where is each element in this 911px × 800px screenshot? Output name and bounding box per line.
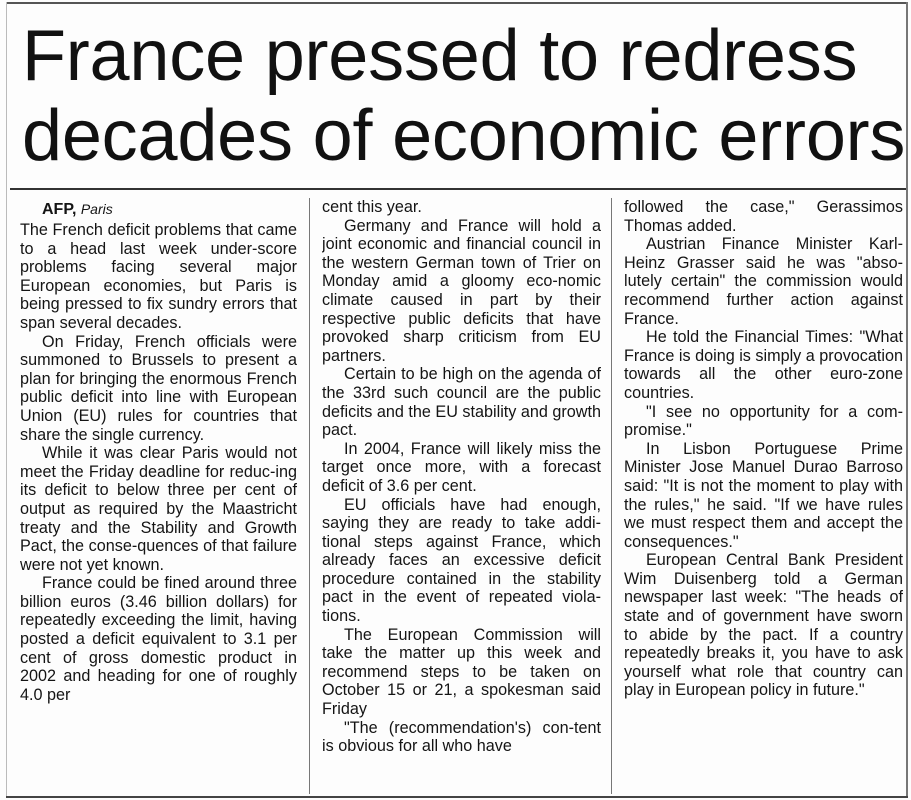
article-column-3 bbox=[624, 198, 903, 796]
paragraph: "I see no opportunity for a com-promise." bbox=[624, 402, 903, 440]
paragraph: The French deficit problems that came to a head last week under-score problems facing several major European economies, but Paris is being pressed to fix sundry errors that span several decades. bbox=[20, 221, 297, 332]
headline bbox=[22, 16, 906, 176]
paragraph: Certain to be high on the agenda of the 33rd such council are the public deficits and the EU stability and growth pact. bbox=[322, 365, 601, 440]
right-border-rule bbox=[906, 2, 908, 797]
headline-line-1: France pressed to redress bbox=[22, 16, 858, 96]
byline-agency: AFP, bbox=[42, 201, 77, 218]
article-column-2 bbox=[322, 198, 601, 796]
paragraph: In 2004, France will likely miss the target once more, with a forecast deficit of 3.6 per cent. bbox=[322, 439, 601, 495]
paragraph: European Central Bank President Wim Duisenberg told a German newspaper last week: "The heads of state and of government have sworn to abide by the pact. If a country repeatedly breaks it, you have to ask yourself what role that country can play in European policy in future." bbox=[624, 551, 903, 700]
column-divider-1 bbox=[309, 198, 310, 794]
byline bbox=[20, 198, 297, 221]
byline-place: Paris bbox=[80, 201, 113, 217]
paragraph: On Friday, French officials were summoned to Brussels to present a plan for bringing the enormous French public deficit into line with European Union (EU) rules for countries that share the single currency. bbox=[20, 332, 297, 444]
headline-rule bbox=[10, 188, 906, 190]
paragraph: The European Commission will take the matter up this week and recommend steps to be taken on October 15 or 21, a spokesman said Friday bbox=[322, 625, 601, 719]
paragraph: Germany and France will hold a joint economic and financial council in the western German town of Trier on Monday amid a gloomy eco-nomic climate caused in part by their respective public deficits that have provoked sharp criticism from EU partners. bbox=[322, 216, 601, 365]
left-border-rule bbox=[6, 2, 7, 797]
paragraph: While it was clear Paris would not meet the Friday deadline for reduc-ing its deficit to below three per cent of output as required by the Maastricht treaty and the Stability and Growth Pact, the conse-quences of that failure were not yet known. bbox=[20, 444, 297, 574]
paragraph-continued: followed the case," Gerassimos Thomas added. bbox=[624, 198, 903, 235]
bottom-border-rule bbox=[6, 796, 908, 798]
column-divider-2 bbox=[611, 198, 612, 794]
top-border-rule bbox=[6, 2, 906, 4]
paragraph-continued: cent this year. bbox=[322, 198, 422, 216]
paragraph: France could be fined around three billion euros (3.46 billion dollars) for repeatedly exceeding the limit, having posted a deficit equivalent to 3.1 per cent of gross domestic product in 2002 and heading for one of roughly 4.0 per bbox=[20, 574, 297, 704]
paragraph: In Lisbon Portuguese Prime Minister Jose Manuel Durao Barroso said: "It is not the moment to play with the rules," he said. "If we have rules we must respect them and accept the consequences." bbox=[624, 439, 903, 551]
headline-line-2: decades of economic errors bbox=[22, 96, 906, 176]
paragraph: He told the Financial Times: "What France is doing is simply a provocation towards all the other euro-zone countries. bbox=[624, 328, 903, 402]
article-column-1 bbox=[20, 198, 297, 796]
paragraph: EU officials have had enough, saying they are ready to take addi-tional steps against France, which already faces an excessive deficit procedure contained in the stability pact in the event of repeated viola-tions. bbox=[322, 495, 601, 626]
paragraph: Austrian Finance Minister Karl-Heinz Grasser said he was "abso-lutely certain" the commission would recommend further action against France. bbox=[624, 235, 903, 328]
paragraph: "The (recommendation's) con-tent is obvious for all who have bbox=[322, 718, 601, 756]
